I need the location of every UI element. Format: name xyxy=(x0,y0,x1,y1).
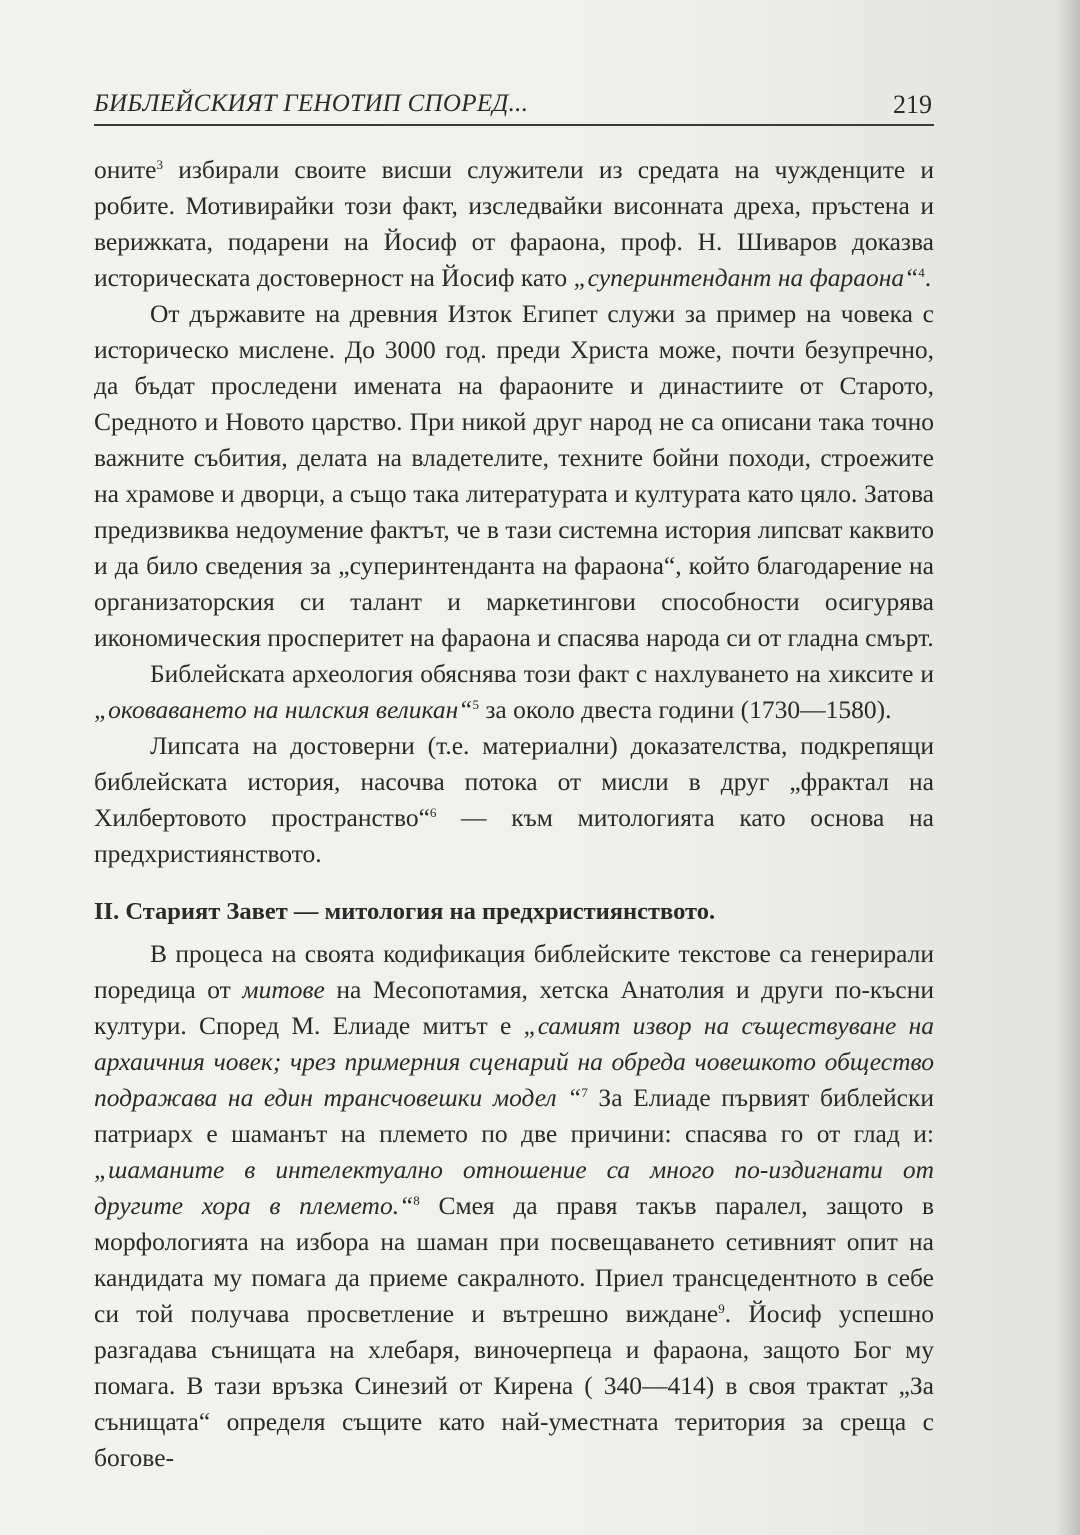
text-run: Смея да правя такъв паралел, защото в морфологията на избора на шаман при посвещаването сетивният опит на кандидата му помага да приеме сакралното. Приел трансцедентното в себе си той получава просветление и вътрешно виждане xyxy=(94,1191,934,1328)
text-run: За Елиаде първият библейски патриарх е шаманът на племето по две причини: спасява го от глад и: xyxy=(94,1083,935,1148)
paragraph-3 xyxy=(94,656,934,728)
quote-italic: „суперинтендант на фараона“ xyxy=(573,263,919,292)
footnote-ref-4: 4 xyxy=(918,265,925,280)
text-run: Библейската археология обяснява този факт с нахлуването на хиксите и xyxy=(150,659,934,688)
footnote-ref-8: 8 xyxy=(413,1193,420,1208)
footnote-ref-7: 7 xyxy=(581,1085,588,1100)
paragraph-5 xyxy=(94,936,934,1476)
text-run: за около двеста години (1730—1580). xyxy=(478,695,892,724)
text-run: В процеса на своята кодификация библейските текстове са генерирали поредица от xyxy=(94,939,934,1004)
term-italic: митове xyxy=(242,975,325,1004)
text-run: избирали своите висши служители из средата на чужденците и робите. Мотивирайки този факт, изследвайки висонната дреха, пръстена и верижката, подарени на Йосиф от фараона, проф. Н. Шиваров доказва историческата достоверност на Йосиф като xyxy=(94,155,934,292)
paragraph-4 xyxy=(94,728,934,872)
page-number: 219 xyxy=(893,90,932,119)
footnote-ref-9: 9 xyxy=(718,1301,725,1316)
running-title: БИБЛЕЙСКИЯТ ГЕНОТИП СПОРЕД... xyxy=(94,90,529,117)
page-edge-shadow xyxy=(1054,0,1080,1535)
footnote-ref-5: 5 xyxy=(472,697,479,712)
text-run: — към митологията като основа на предхристиянството. xyxy=(94,803,934,868)
page-header xyxy=(94,84,934,126)
text-run: . xyxy=(924,263,932,292)
quote-italic: „самият извор на съществуване на архаичния човек; чрез примерния сценарий на обреда човешкото общество подражава на един трансчовешки модел “ xyxy=(94,1011,934,1112)
text-run: оните xyxy=(94,155,157,184)
paragraph-1 xyxy=(94,152,934,296)
text-run: на Месопотамия, хетска Анатолия и други по-късни култури. Според М. Елиаде митът е xyxy=(94,975,935,1040)
section-heading: II. Старият Завет — митология на предхристиянството. xyxy=(94,898,716,925)
page-body xyxy=(94,152,934,1476)
quote-italic: „шаманите в интелектуално отношение са много по-издигнати от другите хора в племето.“ xyxy=(94,1155,934,1220)
text-run: Липсата на достоверни (т.е. материални) доказателства, подкрепящи библейската история, насочва потока от мисли в друг „фрактал на Хилбертовото пространство“ xyxy=(94,731,934,832)
footnote-ref-3: 3 xyxy=(156,157,164,172)
quote-italic: „оковаването на нилския великан“ xyxy=(94,695,473,724)
text-run: . Йосиф успешно разгадава сънищата на хлебаря, виночерпеца и фараона, защото Бог му помага. В тази връзка Синезий от Кирена ( 340—414) в своя трактат „За сънищата“ определя същите като най-уместната територия за среща с богове- xyxy=(94,1299,934,1472)
footnote-ref-6: 6 xyxy=(429,805,437,820)
paragraph-2: От държавите на древния Изток Египет служи за пример на човека с историческо мислене. До 3000 год. преди Христа може, почти безупречно, да бъдат проследени имената на фараоните и династиите от Старото, Средното и Новото царство. При никой друг народ не са описани така точно важните събития, делата на владетелите, техните бойни походи, строежите на храмове и дворци, а също така литературата и културата като цяло. Затова предизвиква недоумение фактът, че в тази системна история липсват каквито и да било сведения за „суперинтенданта на фараона“, който благодарение на организаторския си талант и маркетингови способности осигурява икономическия просперитет на фараона и спасява народа си от гладна смърт. xyxy=(94,299,934,652)
